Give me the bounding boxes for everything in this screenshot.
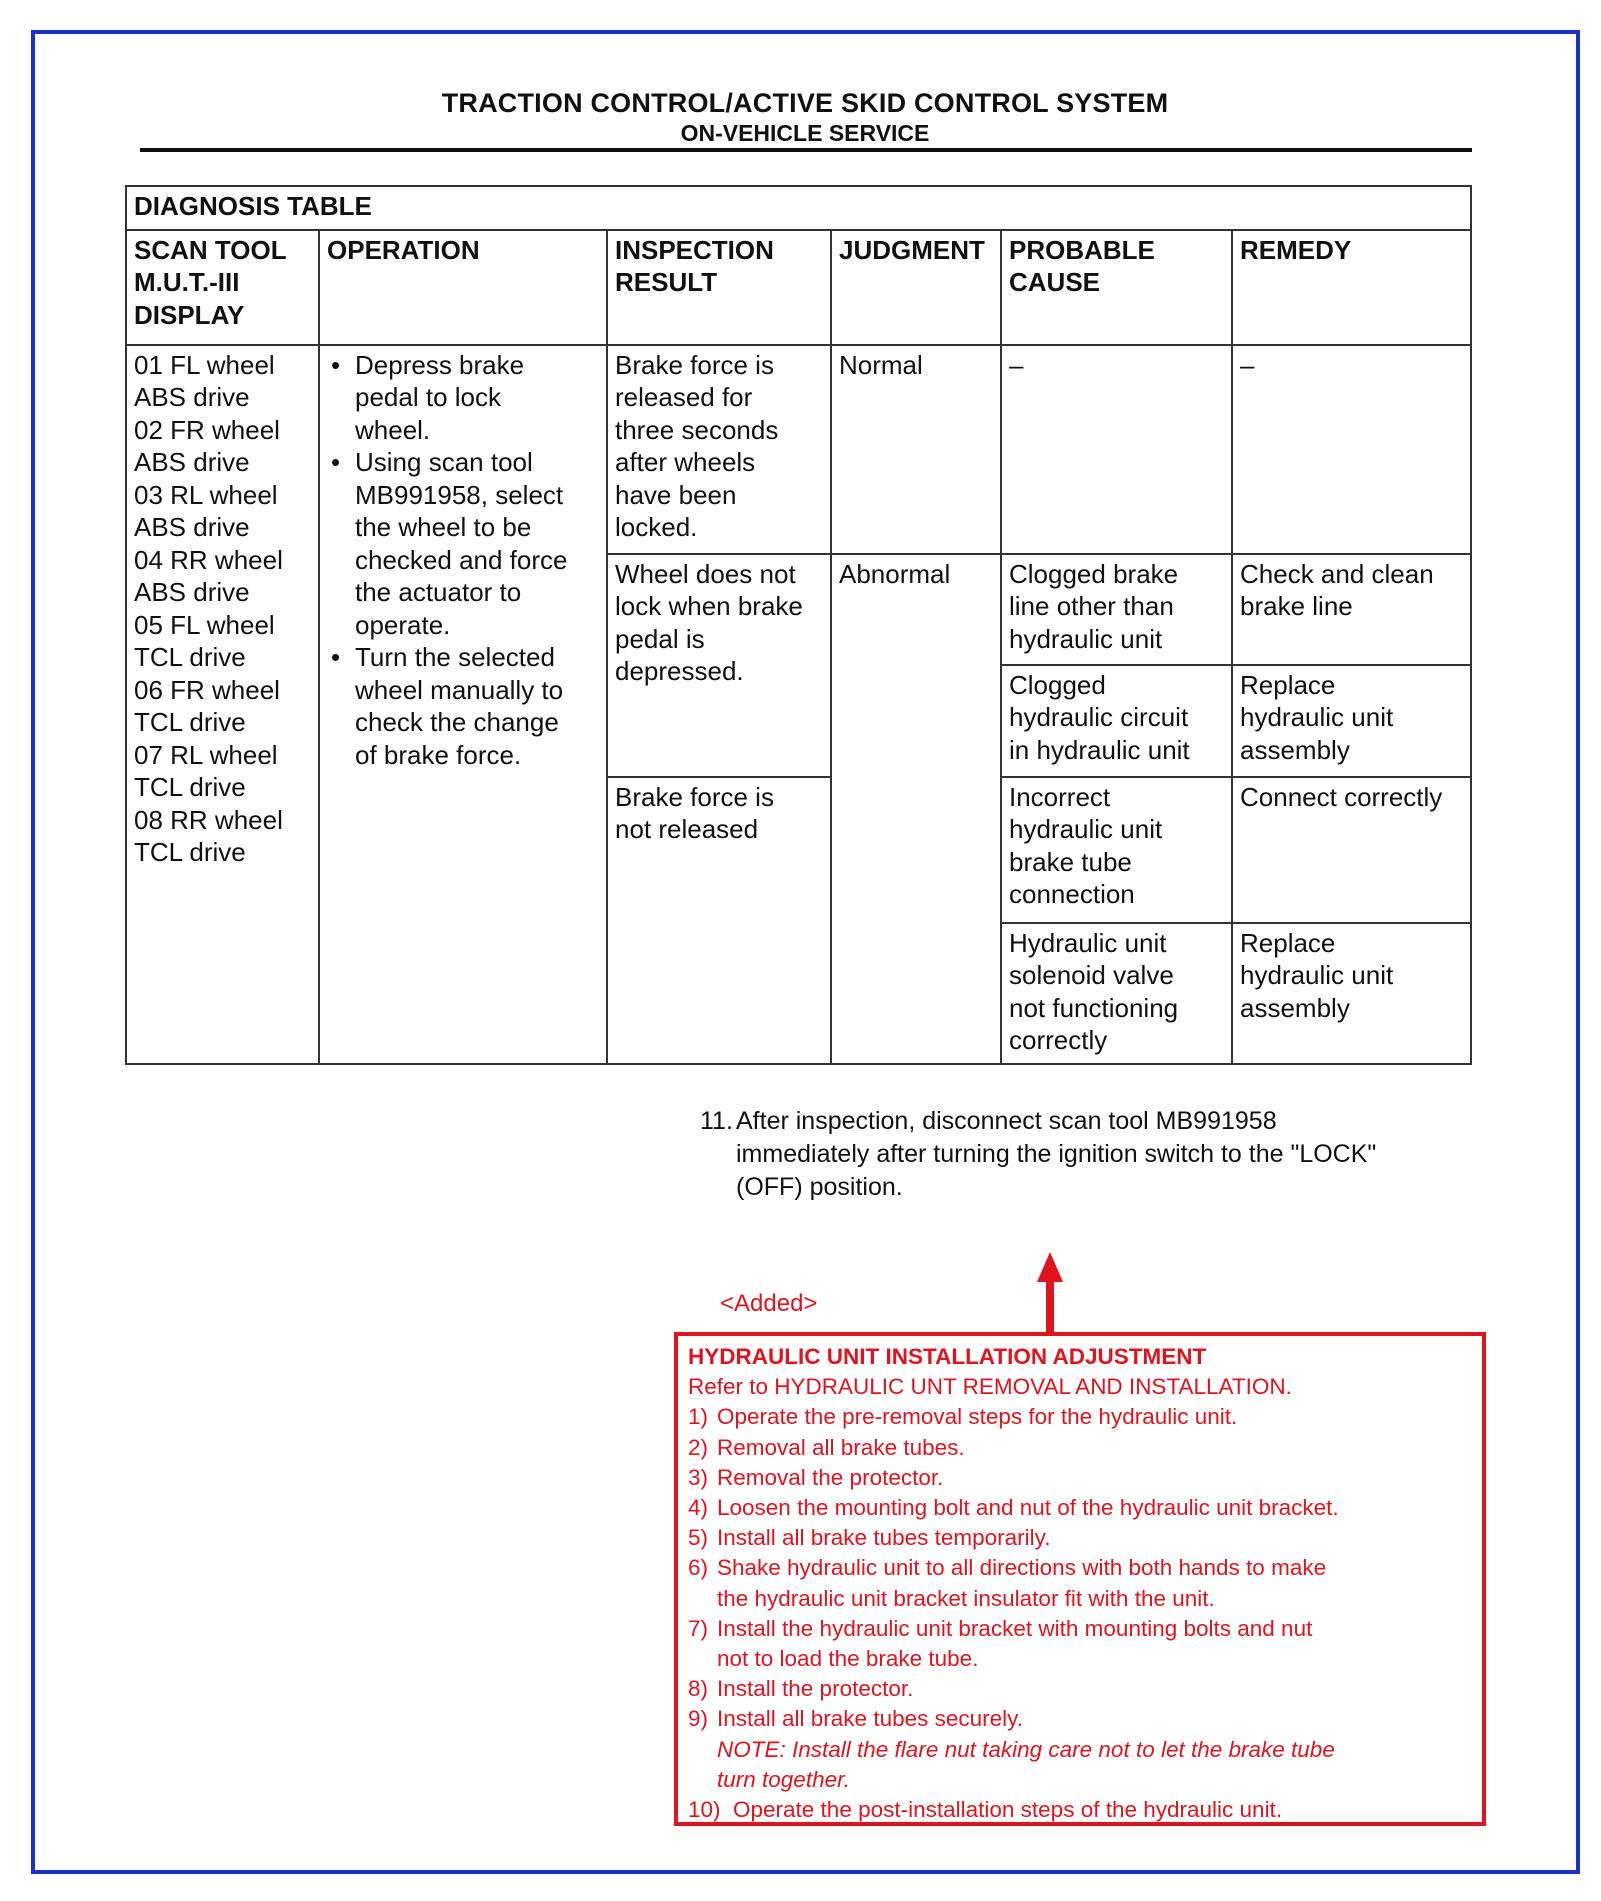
cause-cell: Incorrect hydraulic unit brake tube connection: [1001, 777, 1232, 923]
operation-steps: [319, 345, 607, 1064]
remedy-cell: Check and clean brake line: [1232, 554, 1471, 665]
judgment-normal: Normal: [831, 345, 1001, 554]
adjustment-step: 7) Install the hydraulic unit bracket with mounting bolts and nut not to load the brake tube.: [688, 1615, 1313, 1672]
col-judgment: JUDGMENT: [831, 230, 1001, 345]
adjustment-step: 9) Install all brake tubes securely.: [688, 1706, 1023, 1732]
step-11-note: 11. After inspection, disconnect scan tool MB991958 immediately after turning the ignition switch to the "LOCK" (OFF) position.: [700, 1107, 1377, 1201]
adjustment-note: NOTE: Install the flare nut taking care not to let the brake tube turn together.: [717, 1736, 1335, 1792]
header-rule: [140, 148, 1472, 152]
adjustment-step: 4) Loosen the mounting bolt and nut of the hydraulic unit bracket.: [688, 1495, 1339, 1521]
col-probable-cause: PROBABLE CAUSE: [1001, 230, 1232, 345]
cause-normal: –: [1001, 345, 1232, 554]
operation-step: • Turn the selected wheel manually to check the change of brake force.: [355, 641, 599, 771]
step-number: 11.: [700, 1107, 733, 1135]
adjustment-box: [674, 1332, 1486, 1826]
col-operation: OPERATION: [319, 230, 607, 345]
arrow-up-icon: [1035, 1252, 1065, 1332]
diagnosis-table: [125, 185, 1472, 1065]
operation-step: • Using scan tool MB991958, select the wheel to be checked and force the actuator to operate.: [355, 446, 599, 641]
col-scan-tool-display: SCAN TOOL M.U.T.-III DISPLAY: [126, 230, 319, 345]
inspection-normal: Brake force is released for three seconds after wheels have been locked.: [607, 345, 831, 554]
cause-cell: Clogged hydraulic circuit in hydraulic unit: [1001, 665, 1232, 777]
col-inspection-result: INSPECTION RESULT: [607, 230, 831, 345]
adjustment-step: 2) Removal all brake tubes.: [688, 1434, 965, 1460]
remedy-cell: Replace hydraulic unit assembly: [1232, 923, 1471, 1064]
page-title: TRACTION CONTROL/ACTIVE SKID CONTROL SYSTEM: [441, 88, 1169, 118]
adjustment-step: 5) Install all brake tubes temporarily.: [688, 1525, 1051, 1551]
adjustment-reference: Refer to HYDRAULIC UNT REMOVAL AND INSTALLATION.: [688, 1374, 1292, 1400]
adjustment-step: 6) Shake hydraulic unit to all directions with both hands to make the hydraulic unit bracket insulator fit with the unit.: [688, 1555, 1327, 1611]
judgment-abnormal: Abnormal: [831, 554, 1001, 1064]
added-label: <Added>: [720, 1290, 818, 1317]
scan-display-list: 01 FL wheel ABS drive 02 FR wheel ABS drive 03 RL wheel ABS drive 04 RR wheel ABS drive 05 FL wheel TCL drive 06 FR wheel TCL drive 07 RL wheel TCL drive 08 RR wheel TCL drive: [126, 345, 319, 1064]
adjustment-step: 3) Removal the protector.: [688, 1464, 944, 1490]
inspection-abnormal-2: Brake force is not released: [607, 777, 831, 1064]
cause-cell: Hydraulic unit solenoid valve not functioning correctly: [1001, 923, 1232, 1064]
col-remedy: REMEDY: [1232, 230, 1471, 345]
adjustment-step: 10) Operate the post-installation steps of the hydraulic unit.: [688, 1797, 1283, 1823]
adjustment-step: 8) Install the protector.: [688, 1676, 914, 1702]
operation-step: • Depress brake pedal to lock wheel.: [355, 349, 599, 447]
table-caption: DIAGNOSIS TABLE: [126, 186, 1471, 230]
remedy-normal: –: [1232, 345, 1471, 554]
page-subtitle: ON-VEHICLE SERVICE: [680, 120, 930, 146]
adjustment-title: HYDRAULIC UNIT INSTALLATION ADJUSTMENT: [688, 1344, 1207, 1369]
adjustment-step: 1) Operate the pre-removal steps for the hydraulic unit.: [688, 1404, 1238, 1430]
remedy-cell: Connect correctly: [1232, 777, 1471, 923]
cause-cell: Clogged brake line other than hydraulic unit: [1001, 554, 1232, 665]
remedy-cell: Replace hydraulic unit assembly: [1232, 665, 1471, 777]
inspection-abnormal-1: Wheel does not lock when brake pedal is depressed.: [607, 554, 831, 777]
